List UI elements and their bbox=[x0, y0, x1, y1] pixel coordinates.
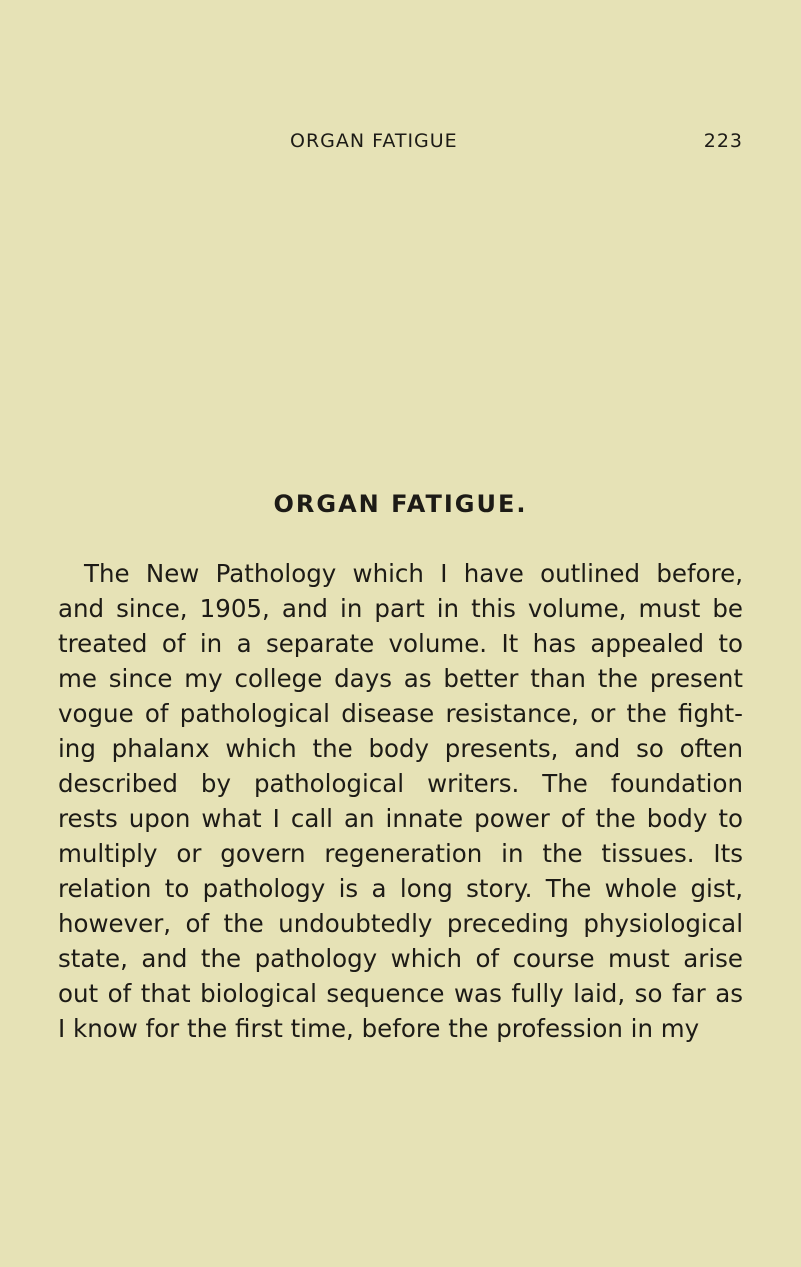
page-number: 223 bbox=[703, 130, 743, 152]
body-paragraph bbox=[58, 556, 743, 1046]
text-line: treated of in a separate volume. It has appealed to bbox=[58, 629, 743, 658]
text-line: described by pathological writers. The foundation bbox=[58, 769, 743, 798]
text-line: state, and the pathology which of course must arise bbox=[58, 944, 743, 973]
chapter-title: ORGAN FATIGUE. bbox=[273, 490, 528, 518]
text-line: out of that biological sequence was fully laid, so far as bbox=[58, 979, 743, 1008]
text-line: relation to pathology is a long story. The whole gist, bbox=[58, 874, 743, 903]
text-line: The New Pathology which I have outlined before, bbox=[84, 559, 743, 588]
text-line: I know for the first time, before the profession in my bbox=[58, 1014, 700, 1043]
running-head-title: ORGAN FATIGUE bbox=[290, 130, 458, 152]
text-line: me since my college days as better than the present bbox=[58, 664, 743, 693]
text-line: vogue of pathological disease resistance, or the fight- bbox=[58, 699, 743, 728]
text-line: ing phalanx which the body presents, and so often bbox=[58, 734, 743, 763]
text-line: multiply or govern regeneration in the tissues. Its bbox=[58, 839, 743, 868]
running-head bbox=[0, 130, 801, 160]
text-line: however, of the undoubtedly preceding physiological bbox=[58, 909, 743, 938]
text-line: rests upon what I call an innate power of the body to bbox=[58, 804, 743, 833]
text-line: and since, 1905, and in part in this volume, must be bbox=[58, 594, 743, 623]
